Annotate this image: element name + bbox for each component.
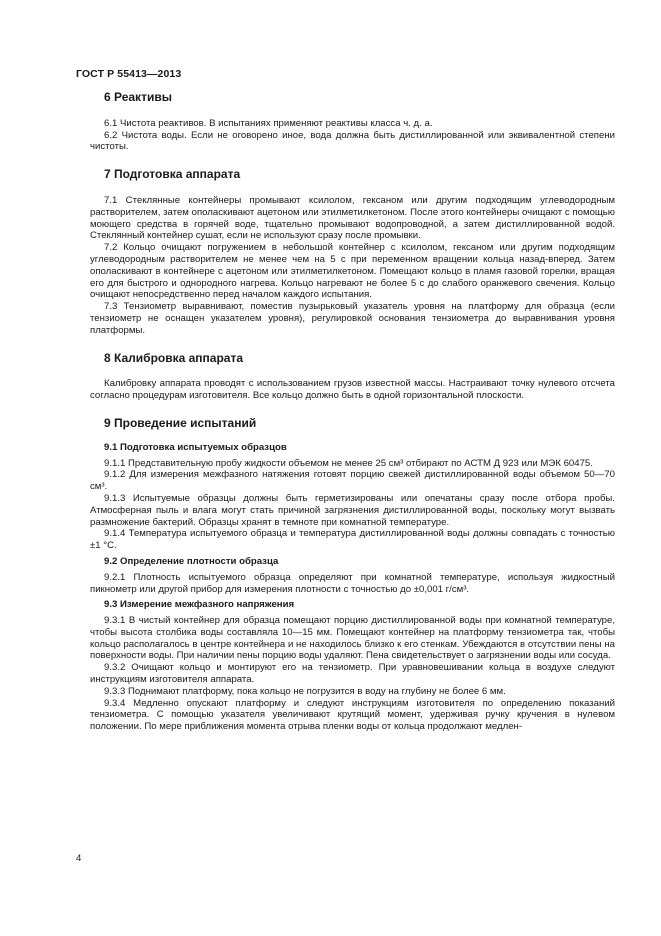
subsection-9-3-title: 9.3 Измерение межфазного напряжения: [104, 599, 295, 611]
section-9-title: 9 Проведение испытаний: [104, 415, 257, 430]
paragraph-9-3-4: 9.3.4 Медленно опускают платформу и следуют инструкциям изготовителя по определению показаний тензиометра. С помощью указателя увеличивают крутящий момент, удерживая ручку кручения в нулевом положении. По мере приближения момента отрыва пленки воды от кольца продолжают медлен-: [90, 697, 615, 733]
section-7-title: 7 Подготовка аппарата: [104, 167, 241, 182]
paragraph-7-3: 7.3 Тензиометр выравнивают, поместив пузырьковый указатель уровня на платформу для образца (если тензиометр не оснащен указателем уровня), регулировкой основания тензиометра до выравнивания уровня платформы.: [90, 301, 615, 336]
paragraph-9-1-2: 9.1.2 Для измерения межфазного натяжения готовят порцию свежей дистиллированной воды объемом 50—70 см³.: [90, 469, 615, 493]
document-body: [90, 92, 615, 733]
paragraph-6-1: 6.1 Чистота реактивов. В испытаниях применяют реактивы класса ч. д. а.: [104, 117, 433, 129]
paragraph-9-1-4: 9.1.4 Температура испытуемого образца и температура дистиллированной воды должны совпадать с точностью ±1 °С.: [90, 528, 615, 552]
paragraph-9-2-1: 9.2.1 Плотность испытуемого образца определяют при комнатной температуре, используя жидкостный пикнометр или другой прибор для измерения плотности с точностью до ±0,001 г/см³.: [90, 571, 615, 595]
paragraph-6-2: 6.2 Чистота воды. Если не оговорено иное, вода должна быть дистиллированной или эквивалентной степени чистоты.: [90, 129, 615, 153]
paragraph-9-1-1: 9.1.1 Представительную пробу жидкости объемом не менее 25 см³ отбирают по АСТМ Д 923 или МЭК 60475.: [104, 457, 593, 469]
paragraph-8-1: Калибровку аппарата проводят с использованием грузов известной массы. Настраивают точку нулевого отсчета согласно процедурам изготовителя. Все кольцо должно быть в одной горизонтальной плоскости.: [90, 378, 615, 402]
page-number: 4: [76, 853, 82, 864]
paragraph-9-3-3: 9.3.3 Поднимают платформу, пока кольцо не погрузится в воду на глубину не более 6 мм.: [104, 685, 506, 697]
paragraph-9-1-3: 9.1.3 Испытуемые образцы должны быть герметизированы или опечатаны сразу после отбора пробы. Атмосферная пыль и влага могут стать причиной загрязнения дистиллированной воды, поскольку могут вызвать размножение бактерий. Образцы хранят в темноте при комнатной температуре.: [90, 492, 615, 528]
section-8-title: 8 Калибровка аппарата: [104, 350, 244, 365]
subsection-9-1-title: 9.1 Подготовка испытуемых образцов: [104, 441, 287, 453]
document-header: ГОСТ Р 55413—2013: [76, 68, 182, 80]
paragraph-9-3-1: 9.3.1 В чистый контейнер для образца помещают порцию дистиллированной воды при комнатной температуре, чтобы высота столбика воды составляла 10—15 мм. Помещают контейнер на платформу тензиометра так, чтобы кольцо располагалось в центре контейнера и не находилось близко к его стенкам. Убеждаются в отсутствии пены на поверхности воды. При наличии пены порцию воды удаляют. Пена свидетельствует о загрязнении воды или сосуда.: [90, 615, 615, 662]
subsection-9-2-title: 9.2 Определение плотности образца: [104, 555, 279, 567]
section-6-title: 6 Реактивы: [104, 90, 172, 104]
paragraph-9-3-2: 9.3.2 Очищают кольцо и монтируют его на тензиометр. При уравновешивании кольца в воздухе следуют инструкциям изготовителя аппарата.: [90, 662, 615, 686]
paragraph-7-2: 7.2 Кольцо очищают погружением в небольшой контейнер с ксилолом, гексаном или другим подходящим углеводородным растворителем не менее чем на 5 с при переменном вращении кольца назад-вперед. Затем ополаскивают в контейнере с ацетоном или этилметилкетоном. Помещают кольцо в пламя газовой горелки, вращая его для быстрого и однородного нагрева. Кольцо нагревают не более 5 с до слабого оранжевого свечения. Кольцо очищают непосредственно перед началом каждого испытания.: [90, 242, 615, 301]
paragraph-7-1: 7.1 Стеклянные контейнеры промывают ксилолом, гексаном или другим подходящим углеводородным растворителем, затем ополаскивают ацетоном или этилметилкетоном. После этого контейнеры очищают с помощью моющего средства в горячей воде, тщательно промывают водопроводной, а затем дистиллированной водой. Стеклянный контейнер сушат, если не используют сразу после промывки.: [90, 194, 615, 242]
